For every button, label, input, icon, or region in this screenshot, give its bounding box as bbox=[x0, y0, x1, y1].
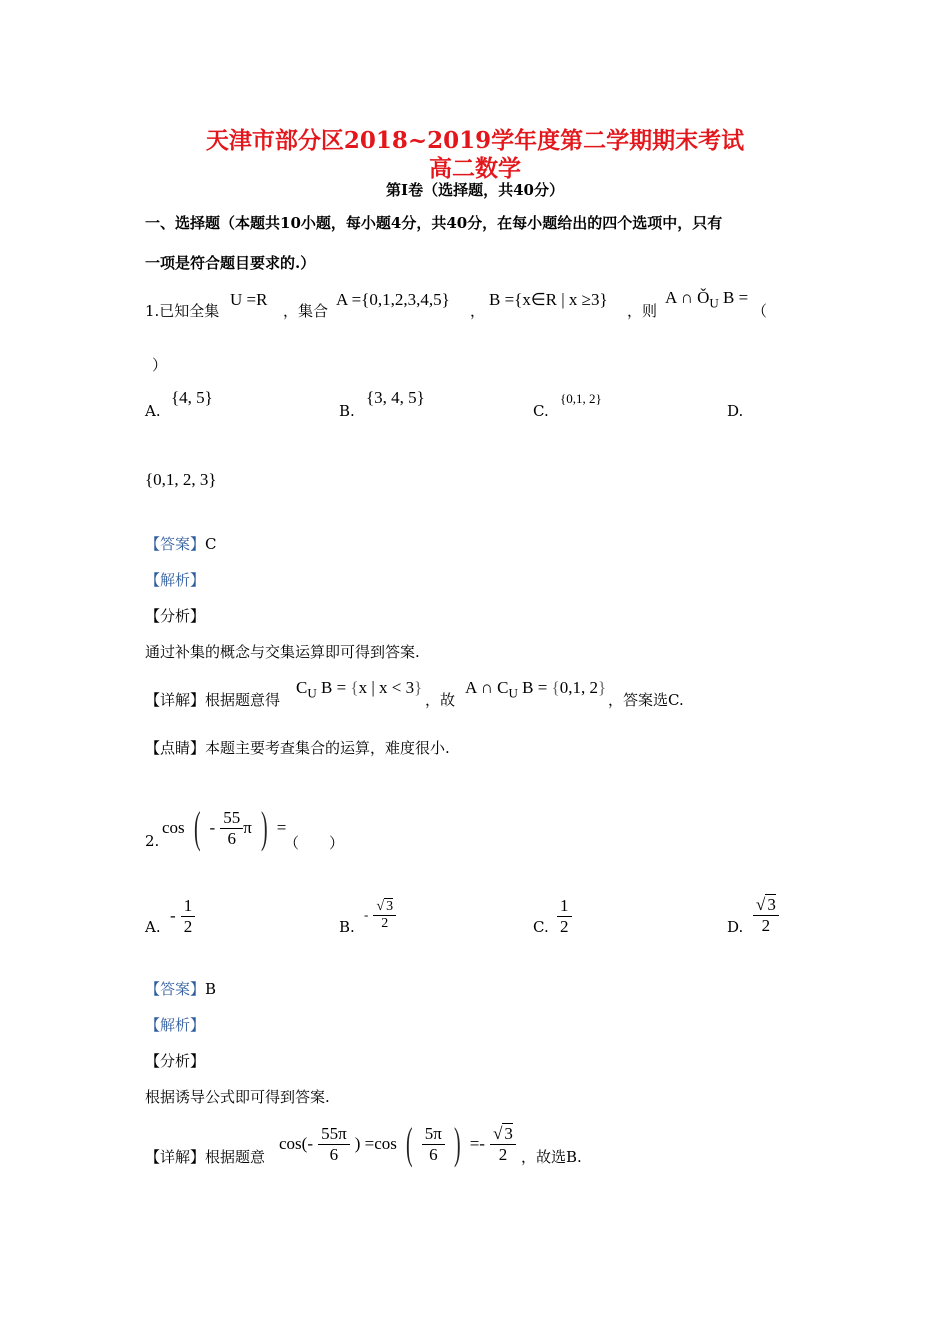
q1-sep: ， bbox=[470, 302, 486, 320]
q1-detail2-sub: U bbox=[508, 685, 518, 701]
q2-detail-frac1 bbox=[318, 1124, 350, 1164]
instructions-line1: 一、选择题（本题共10小题，每小题4分，共40分，在每小题给出的四个选项中，只有 bbox=[145, 214, 723, 232]
q2-left-paren: ( bbox=[193, 803, 201, 852]
q1-point-text: 本题主要考查集合的运算，难度很小. bbox=[205, 739, 450, 757]
q1-answer-value: C bbox=[205, 535, 217, 553]
q2-pi: π bbox=[243, 818, 252, 837]
q2-detail-den3: 2 bbox=[498, 1145, 508, 1164]
q1-set-b: B ={x∈R | x ≥3} bbox=[489, 290, 608, 309]
q2-option-c-value bbox=[557, 896, 572, 936]
q1-expr-main: A ∩ Ǒ bbox=[665, 288, 710, 307]
q2-answer-tag: 【答案】 bbox=[145, 980, 206, 998]
q2-detail-right-paren: ) bbox=[453, 1119, 461, 1168]
q2-analysis-tag: 【解析】 bbox=[145, 1016, 206, 1034]
q1-detail-rest: B = bbox=[320, 678, 347, 697]
q1-option-d-value: {0,1, 2, 3} bbox=[145, 470, 217, 489]
q2-option-b-frac bbox=[373, 898, 396, 932]
q2-detail-frac2 bbox=[422, 1124, 445, 1164]
q1-answer bbox=[145, 533, 217, 554]
q2-right-paren: ) bbox=[260, 803, 268, 852]
q2-detail-den1: 6 bbox=[329, 1144, 339, 1164]
q1-detail-c: C bbox=[296, 678, 308, 697]
q2-detail-cos1: cos(- bbox=[279, 1134, 313, 1153]
q1-detail-sub: U bbox=[307, 685, 317, 701]
q2-expression bbox=[162, 803, 287, 852]
q2-detail-num3: 3 bbox=[504, 1124, 513, 1144]
q1-universe: U =R bbox=[230, 290, 268, 309]
q1-detail-expr1: $C_U$ B = {x | x < 3} bbox=[296, 678, 423, 701]
q1-detail2-rest: B = bbox=[522, 678, 548, 697]
q2-detail-expr bbox=[279, 1119, 516, 1168]
q2-detail-eq: =- bbox=[469, 1134, 485, 1153]
q2-detail-pre: 根据题意 bbox=[205, 1148, 266, 1166]
q2-option-c-den: 2 bbox=[560, 916, 569, 936]
q2-option-d-num-wrap bbox=[753, 894, 779, 916]
q1-expr-tail: B = bbox=[723, 288, 749, 307]
q1-open-paren: （ bbox=[752, 302, 768, 320]
q2-blank-paren: （ ） bbox=[284, 834, 345, 852]
q2-option-b-value bbox=[364, 898, 396, 932]
q2-eq: = bbox=[276, 818, 287, 837]
q1-fenxi-tag: 【分析】 bbox=[145, 607, 206, 625]
q2-option-d-num: 3 bbox=[767, 895, 776, 914]
q2-option-d-sqrt-icon: √ bbox=[756, 895, 766, 914]
q1-point bbox=[145, 737, 450, 758]
q2-option-b-label: B. bbox=[339, 918, 355, 936]
q2-option-d-value bbox=[753, 894, 779, 935]
q1-option-b-value: {3, 4, 5} bbox=[366, 388, 425, 407]
q2-detail-den2: 6 bbox=[429, 1144, 438, 1164]
q2-detail-mid: ) =cos bbox=[354, 1134, 397, 1153]
q2-fenxi-tag: 【分析】 bbox=[145, 1052, 206, 1070]
q2-option-c-frac bbox=[557, 896, 572, 936]
q1-expr bbox=[665, 288, 748, 311]
q2-neg: - bbox=[209, 818, 216, 837]
q2-option-d-den: 2 bbox=[761, 915, 771, 935]
q2-option-a-frac bbox=[181, 896, 196, 936]
q2-detail-num3-wrap: √ 3 bbox=[490, 1123, 516, 1145]
q1-close-paren: ） bbox=[152, 356, 168, 374]
q1-detail2-pre: A ∩ C bbox=[465, 678, 509, 697]
q2-option-c-num: 1 bbox=[557, 896, 572, 917]
q2-detail-tag: 【详解】 bbox=[145, 1148, 206, 1166]
q2-option-b-sign: - bbox=[364, 907, 369, 923]
q2-option-a-label: A. bbox=[145, 918, 161, 936]
q1-option-c-label: C. bbox=[533, 402, 549, 420]
q2-prefix: 2. bbox=[145, 832, 160, 850]
q2-option-a-num: 1 bbox=[181, 896, 196, 917]
q2-option-b-num-wrap bbox=[373, 898, 396, 916]
q2-detail-num2: 5π bbox=[422, 1124, 445, 1145]
q1-set-a: A ={0,1,2,3,4,5} bbox=[336, 290, 450, 309]
q1-expr-sub: U bbox=[709, 295, 719, 311]
q1-prefix: 1.已知全集 bbox=[145, 302, 220, 320]
q2-fenxi: 根据诱导公式即可得到答案. bbox=[145, 1088, 330, 1106]
q1-option-c-value: {0,1, 2} bbox=[560, 391, 602, 406]
q1-detail-tag: 【详解】 bbox=[145, 691, 206, 709]
q1-detail-pre: 根据题意得 bbox=[205, 691, 281, 709]
q1-answer-tag: 【答案】 bbox=[145, 535, 206, 553]
q1-detail-expr2: A ∩ $C_U$ B = {0,1, 2} bbox=[465, 678, 607, 701]
q2-option-b-num: 3 bbox=[386, 899, 394, 914]
instructions-line2: 一项是符合题目要求的.） bbox=[145, 254, 316, 272]
q2-option-a-sign: - bbox=[170, 906, 176, 926]
q2-option-d-label: D. bbox=[727, 918, 744, 936]
q2-den: 6 bbox=[227, 828, 237, 848]
q2-cos: cos bbox=[162, 818, 185, 837]
q2-detail-left-paren: ( bbox=[406, 1119, 413, 1168]
section-heading: 第Ⅰ卷（选择题，共40分） bbox=[386, 181, 564, 199]
q1-analysis-tag: 【解析】 bbox=[145, 571, 206, 589]
q1-detail-mid: ，故 bbox=[425, 691, 456, 709]
q1-option-a-label: A. bbox=[145, 402, 161, 420]
q2-option-a-value bbox=[170, 896, 195, 936]
q1-stem bbox=[145, 300, 219, 321]
q2-option-a-den: 2 bbox=[183, 916, 193, 936]
q2-num: 55 bbox=[220, 808, 243, 829]
q1-point-tag: 【点睛】 bbox=[145, 739, 206, 757]
exam-title: 天津市部分区2018~2019学年度第二学期期末考试 bbox=[205, 127, 745, 154]
q1-mid1: ，集合 bbox=[283, 302, 329, 320]
q1-option-b-label: B. bbox=[339, 402, 355, 420]
q1-option-a-value: {4, 5} bbox=[171, 388, 213, 407]
q2-detail-end: ，故选B. bbox=[521, 1148, 582, 1166]
q1-detail bbox=[145, 689, 280, 710]
q2-option-c-label: C. bbox=[533, 918, 549, 936]
q1-mid2: ，则 bbox=[627, 302, 658, 320]
q1-fenxi: 通过补集的概念与交集运算即可得到答案. bbox=[145, 643, 420, 661]
q2-option-b-sqrt-icon: √ bbox=[376, 899, 385, 914]
q2-fraction bbox=[220, 808, 243, 848]
q1-detail-set2: 0,1, 2 bbox=[559, 678, 598, 697]
q1-detail-set1: x | x < 3 bbox=[358, 678, 415, 697]
q2-detail bbox=[145, 1146, 265, 1167]
q2-answer-value: B bbox=[205, 980, 217, 998]
q2-detail-frac3 bbox=[490, 1123, 516, 1164]
exam-subject: 高二数学 bbox=[429, 155, 521, 182]
q2-option-d-frac bbox=[753, 894, 779, 935]
q2-option-b-den: 2 bbox=[381, 916, 389, 932]
q1-detail-end: ，答案选C. bbox=[608, 691, 684, 709]
q2-detail-num1: 55π bbox=[318, 1124, 350, 1145]
q2-answer bbox=[145, 978, 216, 999]
q1-option-d-label: D. bbox=[727, 402, 744, 420]
